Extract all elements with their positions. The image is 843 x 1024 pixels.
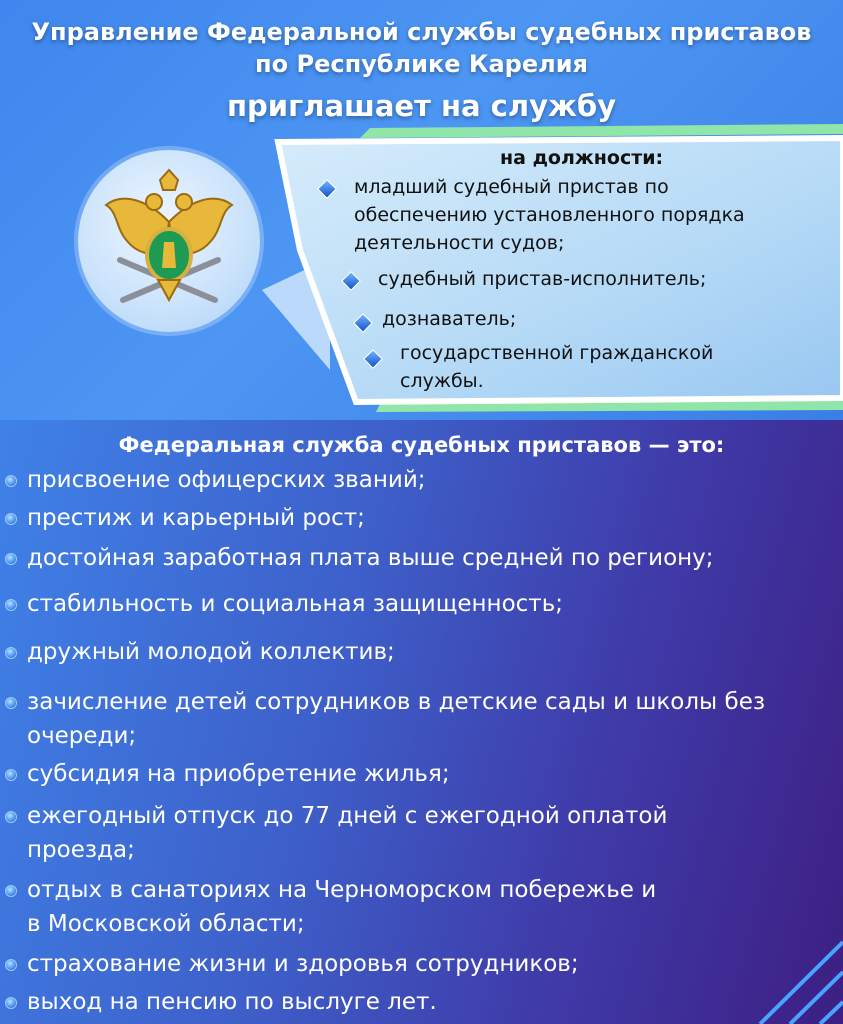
dot-icon — [5, 697, 17, 709]
dot-icon — [5, 997, 17, 1009]
dot-icon — [5, 811, 17, 823]
benefits-title: Федеральная служба судебных приставов — это: — [118, 433, 725, 457]
dot-icon — [5, 599, 17, 611]
dot-icon — [5, 513, 17, 525]
double-headed-eagle-emblem-icon — [78, 150, 260, 332]
dot-icon — [5, 769, 17, 781]
dot-icon — [5, 475, 17, 487]
emblem-circle — [78, 150, 260, 332]
dot-icon — [5, 647, 17, 659]
poster: Управление Федеральной службы судебных приставов по Республике Карелия приглашает на службу на должности: младший судебный пристав по обеспечению установленного порядка деятельности судов; судебный пристав-исполнитель; дознаватель; государственной гражданской службы. Федеральная служба судебных приставов — это: присвоение офицерских званий; престиж и карьерный рост; достойная заработная плата выше средней по региону; стабильность и социальная защищенность; дружный молодой коллектив; зачисление детей сотрудников в детские сады и школы без очереди; субсидия на приобретение жилья; ежегодный отпуск до 77 дней с ежегодной оплатой проезда; отдых в санаториях на Черноморском побережье и в Московской области; страхование жизни и здоровья сотрудников; выход на пенсию по выслуге лет. — [0, 0, 843, 1024]
dot-icon — [5, 885, 17, 897]
positions-title: на должности: — [500, 147, 664, 169]
dot-icon — [5, 959, 17, 971]
corner-decoration — [740, 930, 843, 1024]
invitation-subtitle: приглашает на службу — [226, 89, 617, 123]
dot-icon — [5, 553, 17, 565]
organization-title: Управление Федеральной службы судебных приставов по Республике Карелия — [31, 18, 812, 78]
